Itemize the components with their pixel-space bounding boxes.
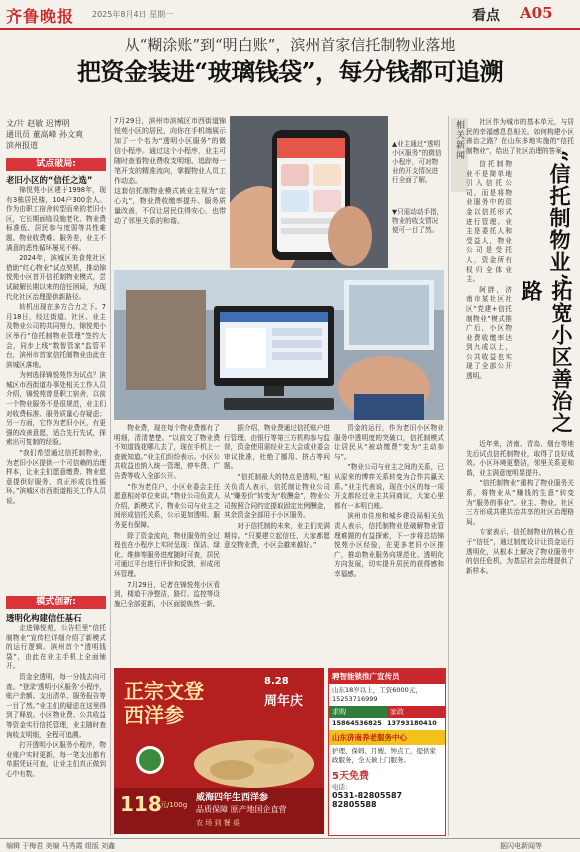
paragraph: 走进锦悦苑，公告栏里“信托制物业”宣传栏详细介绍了新模式的运行逻辑。滨州首个“透明钱袋”，由此在业主手机上全面铺开。	[6, 624, 106, 671]
phone-photo-illustration	[230, 116, 388, 268]
paragraph: 物业费，现在每个物业费都有了明细，清清楚楚。“以前交了物业费不知道钱花哪儿去了，现在手机上一查就知道。”业主们纷纷表示。小区公共收益也纳入统一管理，停车费、广告费等收入全部公开。	[114, 424, 220, 480]
paragraph: “信托制最大的特点是透明，”相关负责人表示，信托制让物业公司从“赚差价”转变为“收酬金”，物业公司按照合同约定提取固定比例酬金，其余资金全部用于小区服务。	[224, 472, 330, 520]
ad-price-unit: 元/100g	[160, 801, 188, 809]
paragraph: 对于信托制的未来，业主们充满期待。“只要建立起信任，大家都愿意交物业费，小区会越来越好。”	[224, 521, 330, 550]
page-number: A05	[520, 4, 553, 22]
classified-discount: 5天免费	[332, 771, 369, 782]
paragraph: 近年来，济南、青岛、烟台等地先后试点信托制物业，取得了良好成效。小区环境更整洁，邻里关系更和谐，业主满意度明显提升。	[466, 440, 574, 477]
column-divider	[110, 116, 111, 836]
sidebar-divider	[448, 116, 449, 836]
paragraph: 7月29日，记者在锦悦苑小区看到，楼道干净整洁，路灯、监控等设施已全部更新，小区面貌焕然一新。	[114, 580, 220, 608]
classified-ads[interactable]	[328, 668, 446, 836]
paragraph: “信托制物业”重构了物业服务关系，将物业从“赚钱的生意”转变为“服务的事业”。业主、物业、社区三方形成共建共治共享的社区治理格局。	[466, 479, 574, 526]
section1-body	[6, 186, 106, 588]
ad-anniversary: 周年庆	[264, 694, 304, 709]
classified-tel-label: 电话：	[332, 783, 352, 791]
paragraph: 社区作为城市的基本单元，与居民的幸福感息息相关。如何构建小区善治之路？在山东多地实施的“信托制物业”，给出了社区治理的答案。	[466, 118, 574, 155]
footer	[0, 838, 580, 852]
section1-subheading: 老旧小区的“信任之选”	[6, 175, 93, 185]
photo2-side-caption: ▼只需动动手指，物业的收支情况便可一目了然。	[392, 208, 444, 234]
photo-phone	[230, 116, 388, 268]
byline-line3: 滨州报道	[6, 141, 38, 150]
paragraph: 资金的运行，作为老旧小区物业服务中透明度的突破口，信托制模式让居民从“被动缴费”变为“主动参与”。	[334, 424, 444, 461]
ad-slogan2: 品质保障 原产地国企直营	[196, 805, 287, 814]
photo1-side-caption: ▲业主通过“透明小区服务”的微信小程序，可对物业的开支情况进行全面了解。	[392, 140, 442, 184]
paragraph: “物业公司与业主之间的关系，已从原来的博弈关系转变为合作共赢关系。”业主代表说，现在小区的每一项开支都经过业主共同商议，大家心里都有一本明白账。	[334, 463, 444, 510]
paragraph: 为何选择锦悦苑作为试点？滨城区市西街道办事处相关工作人员介绍，锦悦苑曾是职工宿舍，以前一个物业服务不是很规范，业主们对收费标准、服务质量心存疑虑；另一方面，它作为老旧小区，有更强的改善意愿，适合先行先试，探索出可复制的经验。	[6, 371, 106, 447]
newspaper-logo: 齐鲁晚报	[6, 7, 75, 26]
sidebar-body-top	[466, 160, 512, 430]
paragraph: 除了资金流向，物业服务的全过程也在小程序上实时呈现：保洁、绿化、维修等服务进度随时可查，居民可通过平台进行评价和反馈，形成闭环管理。	[114, 531, 220, 578]
classified-housekeeping-body: 护理、保姆、月嫂、钟点工，提供家政服务，全天候上门服务。	[332, 747, 436, 764]
byline-line2: 通讯员 董高峰 孙文爽	[6, 130, 84, 139]
paragraph: 资金全透明，每一分钱去向可查。“登录‘透明小区服务’小程序，账户余额、支出清单、服务报告等一目了然。”业主们的疑虑在这里得到了释放。小区物业费、公共收益等资金实行信托管理，业主随时查询收支明细，全程可追溯。	[6, 672, 106, 739]
footer-editors: 编辑 于梅君 美编 马秀霞 组版 刘鑫	[6, 842, 116, 850]
paragraph: 2024年，滨城区美食苑社区借助“红心物业”试点契机，推动锦悦苑小区首开信托制物业模式，尝试破解长期以来的信任困局，为现代化社区治理提供新路径。	[6, 254, 106, 301]
paragraph: “作为老住户，小区业委会主任愿意相对单位来讲。”物业公司负责人介绍，新模式下，物业公司与业主之间形成信托关系，公示更加透明、服务更有保障。	[114, 482, 220, 529]
ad-slogan3: 农 场 到 餐 桌	[196, 819, 240, 827]
ad-price: 118	[120, 792, 162, 816]
ad-title-line2: 西洋参	[124, 703, 184, 727]
section2-heading: 模式创新:	[6, 596, 106, 609]
paragraph: 信托制物业不是简单地引入信托公司，而是将物业服务中的资金以信托形式进行管理。业主是委托人和受益人，物业公司是受托人，资金所有权归全体业主。	[466, 160, 512, 284]
section1-heading: 试点破局:	[6, 158, 106, 171]
dateline: 2025年8月4日 星期一	[92, 10, 174, 19]
paragraph: “我们希望通过信托制物业，为老旧小区提供一个可信赖的治理样本，让业主们愿意缴费、物业愿意提供好服务，真正形成良性循环。”滨城区市西街道相关工作人员说。	[6, 449, 106, 505]
sidebar-body-bottom	[466, 440, 574, 834]
classified-title: 聘智能锁推广宣传员	[329, 669, 445, 684]
paragraph: 专家表示，信托制物业的核心在于“信任”，通过制度设计让资金运行透明化，从根本上解决了物业服务中的信任危机，为基层社会治理提供了新样本。	[466, 528, 574, 575]
sidebar-title-a: “信托制物业”	[547, 150, 572, 287]
classified-body: 山东18岁以上，工资6000元，15253716999	[332, 686, 422, 703]
classified-phone-b[interactable]: 13793180410	[387, 719, 437, 727]
paragraph: 转机出现在多方合力之下。7月18日，经过街道、社区、业主及物业公司的共同努力，锦悦苑小区举行“信托制物业管理”签约大会，同步上线“数智管家”监管平台，滨州市首家信托制物业由此在滨城区落地。	[6, 303, 106, 369]
byline	[6, 118, 106, 151]
ad-date-tag: 8.28	[264, 676, 289, 687]
footer-right: 据闪电新闻等	[500, 842, 542, 850]
paragraph: 据介绍，物业费通过信托账户进行管理，由银行等第三方机构参与监督，资金使用需经业主大会或业委会审议批准，杜绝了挪用、挤占等问题。	[224, 424, 330, 471]
desktop-photo-illustration	[114, 270, 444, 420]
classified-housekeeping-title: 山东济南养老服务中心	[329, 730, 445, 745]
section2-body	[6, 624, 106, 834]
photo-desktop	[114, 270, 444, 420]
paragraph: 打开透明小区服务小程序，物业账户实时更新，每一笔支出都有单据凭证可查，让业主们真正做到心中有数。	[6, 741, 106, 778]
ad-slogan1: 威海四年生西洋参	[196, 793, 269, 803]
paragraph: 锦悦苑小区建于1998年，现有3栋居民楼，104户300余人。作为由职工宿舍转型而来的老旧小区，它长期面临设施老化、物业费标准低、居民参与度弱等共性难题。物业收费难、服务差，业主不满意的恶性循环屡见不鲜。	[6, 186, 106, 252]
photo1-caption: 7月29日，滨州市滨城区市西街道锦悦苑小区的居民，向你在手机端展示加了一个名为“透明小区服务”的微信小程序。通过这个小程序，业主可随时查看物业费收支明细、追踪每一笔开支的精准流向，掌握物业人员工作动态。 这套信托制物业模式被业主视为“定心丸”，物业费收缴率提升、服务质量改善，不仅让居民住得安心，也带动了邻里关系的和谐。	[114, 117, 226, 225]
byline-line1: 文/片 赵敏 迟博明	[6, 119, 70, 128]
classified-phone-a[interactable]: 15864536825	[332, 719, 382, 727]
paragraph: 滨州市住房和城乡建设局相关负责人表示，信托制物业是破解物业管理难题的有益探索，下一步将总结锦悦苑小区经验，在更多老旧小区推广，推动物业服务向规范化、透明化方向发展，切实提升居民的获得感和幸福感。	[334, 512, 444, 578]
classified-phone-c[interactable]: 0531-82805587	[332, 791, 403, 800]
classified-section-b: 家政	[387, 706, 445, 718]
headline: 把资金装进“玻璃钱袋”，每分钱都可追溯	[76, 57, 504, 86]
related-news-label: 相关新闻	[451, 118, 468, 192]
sidebar-title-b: 拓宽小区善治之路	[519, 280, 574, 434]
mid-column-3	[334, 424, 444, 664]
classified-section-a: 求购	[329, 706, 387, 718]
section-name: 看点	[472, 8, 500, 24]
classified-phone-d[interactable]: 82805588	[332, 800, 377, 809]
ad-title-line1: 正宗文登	[124, 679, 204, 703]
mid-column-2	[224, 424, 330, 664]
subheadline: 从“糊涂账”到“明白账”，滨州首家信托制物业落地	[124, 36, 456, 54]
mid-column-1	[114, 424, 220, 664]
paragraph: 阿胖，济南市某社区社区“党建+信托制物业”模式推广后，小区物业费收缴率达到九成以上，公共收益也实现了全部公开透明。	[466, 285, 512, 381]
section2-subheading: 透明化构建信任基石	[6, 613, 82, 623]
ginseng-advertisement[interactable]	[114, 668, 324, 834]
